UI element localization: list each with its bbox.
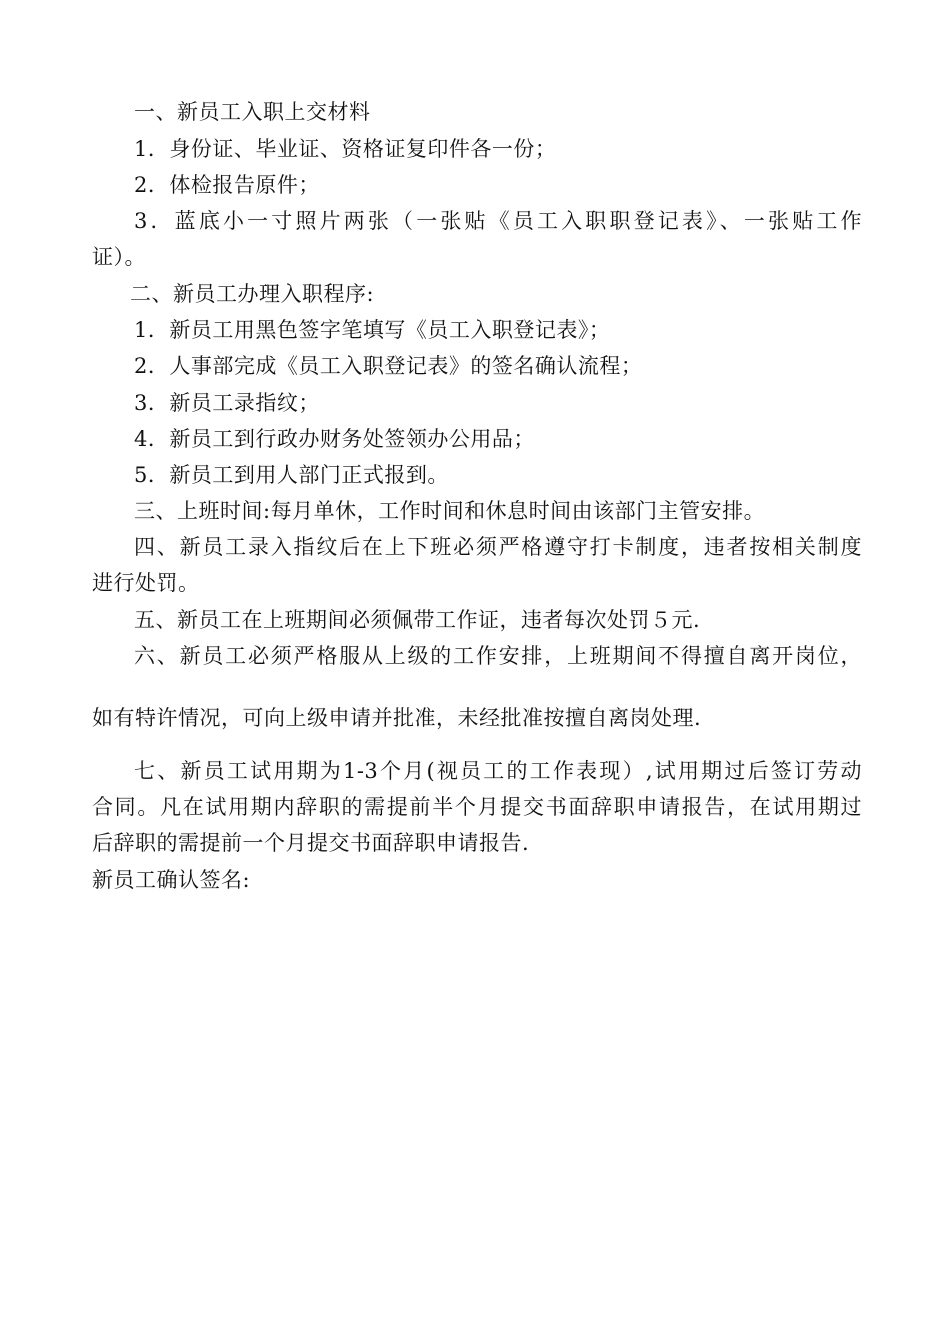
section-2-heading: 二、新员工办理入职程序: [130, 282, 375, 306]
section-6-paragraph-line-1: 六、新员工必须严格服从上级的工作安排，上班期间不得擅自离开岗位， [134, 644, 862, 668]
section-1-item-3-continued: 证）。 [92, 245, 146, 269]
section-1-heading: 一、新员工入职上交材料 [134, 100, 371, 124]
section-1-item-1: 1．身份证、毕业证、资格证复印件各一份； [134, 137, 557, 161]
section-2-item-5: 5．新员工到用人部门正式报到。 [134, 463, 449, 487]
section-1-item-2: 2．体检报告原件； [134, 173, 320, 197]
section-3-paragraph: 三、上班时间:每月单休，工作时间和休息时间由该部门主管安排。 [134, 499, 766, 523]
section-4-paragraph-line-2: 进行处罚。 [92, 571, 200, 595]
section-6-paragraph-line-2: 如有特许情况，可向上级申请并批准，未经批准按擅自离岗处理. [92, 706, 702, 730]
section-2-item-1: 1．新员工用黑色签字笔填写《员工入职登记表》； [134, 318, 611, 342]
section-4-paragraph-line-1: 四、新员工录入指纹后在上下班必须严格遵守打卡制度，违者按相关制度 [134, 535, 862, 559]
section-7-paragraph-line-1: 七、新员工试用期为1-3个月(视员工的工作表现）,试用期过后签订劳动 [134, 759, 862, 783]
section-5-paragraph: 五、新员工在上班期间必须佩带工作证，违者每次处罚５元. [134, 608, 701, 632]
section-7-paragraph-line-3: 后辞职的需提前一个月提交书面辞职申请报告. [92, 831, 530, 855]
section-2-item-2: 2．人事部完成《员工入职登记表》的签名确认流程； [134, 354, 643, 378]
section-2-item-4: 4．新员工到行政办财务处签领办公用品； [134, 427, 535, 451]
section-1-item-3: 3．蓝底小一寸照片两张（一张贴《员工入职职登记表》、一张贴工作 [134, 209, 862, 233]
section-7-paragraph-line-2: 合同。凡在试用期内辞职的需提前半个月提交书面辞职申请报告，在试用期过 [92, 795, 862, 819]
signature-label: 新员工确认签名: [92, 868, 251, 892]
section-2-item-3: 3．新员工录指纹； [134, 391, 320, 415]
